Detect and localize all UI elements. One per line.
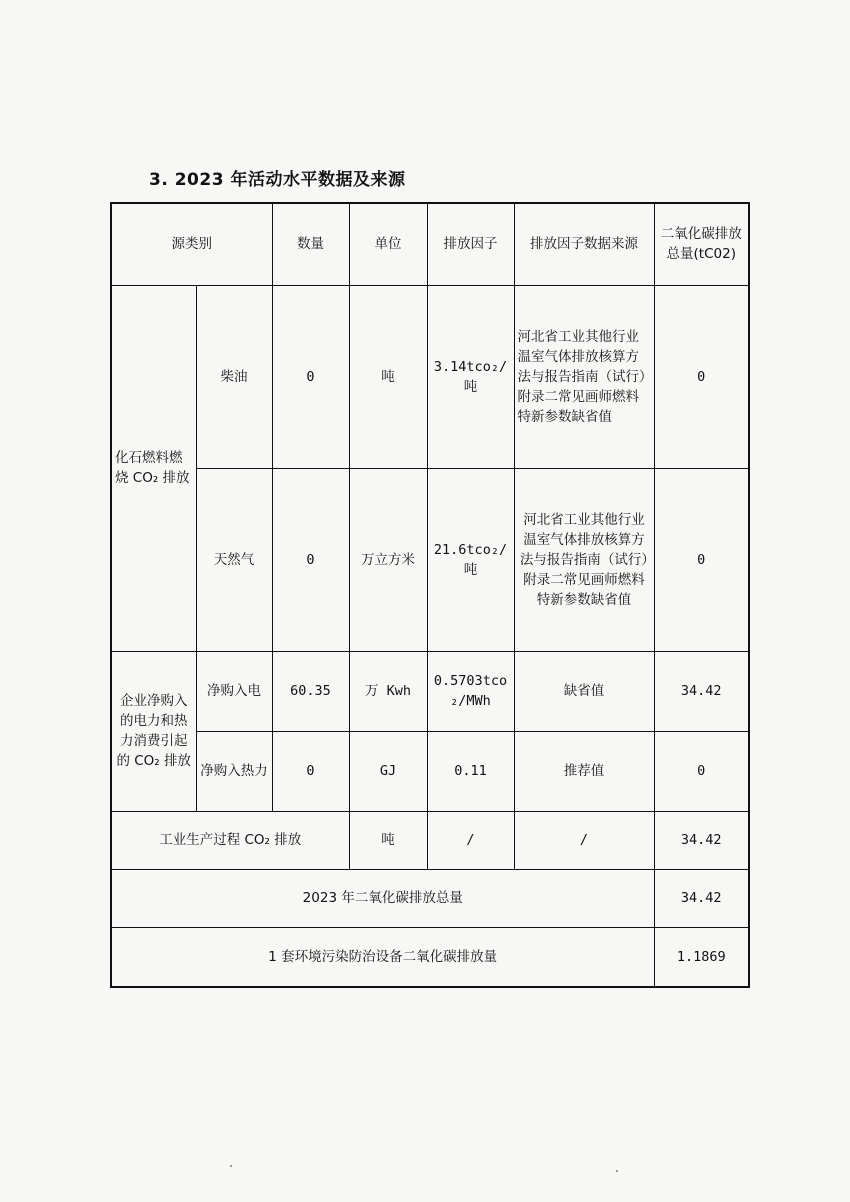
table-row [111,869,749,927]
heat-factor-source: 推荐值 [514,731,654,811]
header-unit: 单位 [349,203,427,285]
header-source: 源类别 [111,203,272,285]
section-title: 3. 2023 年活动水平数据及来源 [149,170,406,190]
heat-total: 0 [654,731,749,811]
process-factor-source: / [514,811,654,869]
purchased-category: 企业净购入的电力和热力消费引起的 CO₂ 排放 [111,651,196,811]
header-factor-source: 排放因子数据来源 [514,203,654,285]
diesel-name: 柴油 [196,285,272,468]
header-row [111,203,749,285]
gas-unit: 万立方米 [349,468,427,651]
table-row [111,811,749,869]
process-factor: / [427,811,514,869]
diesel-factor-source: 河北省工业其他行业温室气体排放核算方法与报告指南（试行）附录二常见画师燃料特新参数缺省值 [514,285,654,468]
diesel-total: 0 [654,285,749,468]
process-unit: 吨 [349,811,427,869]
table-row [111,927,749,987]
equipment-value: 1.1869 [654,927,749,987]
electricity-unit: 万 Kwh [349,651,427,731]
fossil-category: 化石燃料燃烧 CO₂ 排放 [111,285,196,651]
electricity-total: 34.42 [654,651,749,731]
year-total-label: 2023 年二氧化碳排放总量 [111,869,654,927]
heat-quantity: 0 [272,731,349,811]
equipment-label: 1 套环境污染防治设备二氧化碳排放量 [111,927,654,987]
diesel-factor: 3.14tco₂/吨 [427,285,514,468]
electricity-factor: 0.5703tco₂/MWh [427,651,514,731]
table-row [111,468,749,651]
gas-total: 0 [654,468,749,651]
process-total: 34.42 [654,811,749,869]
electricity-name: 净购入电 [196,651,272,731]
header-quantity: 数量 [272,203,349,285]
diesel-unit: 吨 [349,285,427,468]
scan-speck [616,1170,618,1172]
table-row [111,285,749,468]
heat-factor: 0.11 [427,731,514,811]
heat-name: 净购入热力 [196,731,272,811]
emissions-table [110,202,750,988]
process-category: 工业生产过程 CO₂ 排放 [111,811,349,869]
year-total-value: 34.42 [654,869,749,927]
header-factor: 排放因子 [427,203,514,285]
gas-name: 天然气 [196,468,272,651]
gas-factor: 21.6tco₂/吨 [427,468,514,651]
scan-speck [230,1165,232,1167]
diesel-quantity: 0 [272,285,349,468]
gas-factor-source: 河北省工业其他行业温室气体排放核算方法与报告指南（试行）附录二常见画师燃料特新参数缺省值 [514,468,654,651]
header-total: 二氧化碳排放总量(tC02) [654,203,749,285]
gas-quantity: 0 [272,468,349,651]
electricity-quantity: 60.35 [272,651,349,731]
heat-unit: GJ [349,731,427,811]
table-row [111,651,749,731]
electricity-factor-source: 缺省值 [514,651,654,731]
table-row [111,731,749,811]
